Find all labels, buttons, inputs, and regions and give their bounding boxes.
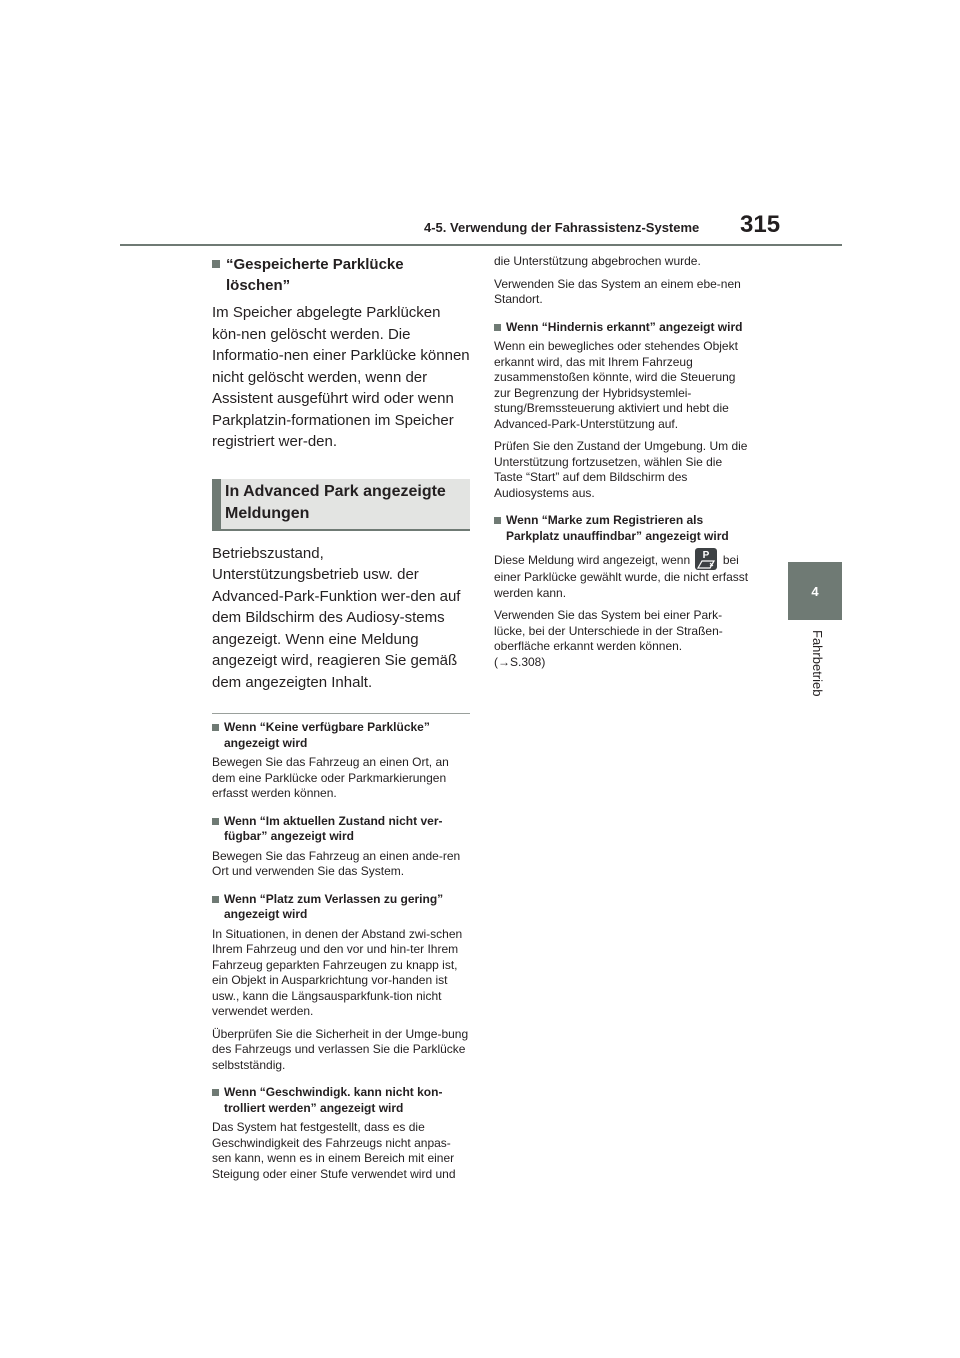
bullet-square-icon (494, 517, 501, 524)
bullet-square-icon (212, 260, 220, 268)
message-text: Verwenden Sie das System bei einer Park-lücke, bei der Unterschiede in der Straßen-oberfläche erkannt werden können. (→S.308) (494, 608, 723, 669)
header-rule (120, 244, 842, 246)
message-text: Diese Meldung wird angezeigt, wenn P bei einer Parklücke gewählt wurde, die nicht erfasst werden kann. (494, 550, 749, 600)
svg-text:P: P (703, 550, 710, 561)
message-heading: Wenn “Geschwindigk. kann nicht kon-trolliert werden” angezeigt wird (212, 1085, 470, 1116)
bullet-square-icon (212, 818, 219, 825)
message-text: Das System hat festgestellt, dass es die Geschwindigkeit des Fahrzeugs nicht anpas-sen kann, wenn es in einem Bereich mit einer Steigung oder einer Stufe verwendet wird und (212, 1120, 456, 1181)
message-heading: Wenn “Keine verfügbare Parklücke” angezeigt wird (212, 720, 470, 751)
message-item (494, 513, 750, 670)
message-text: In Situationen, in denen der Abstand zwi-schen Ihrem Fahrzeug und den vor und hin-ter Ihrem Fahrzeug geparkten Fahrzeugen zu knapp ist, ein Objekt in Ausparkrichtung vor-handen ist usw., kann die Längsausparkfunk-tion nicht verwendet werden. (212, 926, 463, 1018)
message-item (494, 320, 750, 502)
message-item (212, 814, 470, 880)
message-text: Verwenden Sie das System an einem ebe-nen Standort. (494, 276, 741, 306)
message-item (212, 1085, 470, 1182)
divider (212, 713, 470, 714)
bullet-square-icon (494, 324, 501, 331)
message-text: Wenn ein bewegliches oder stehendes Objekt erkannt wird, das mit Ihrem Fahrzeug zusammenstoßen könnte, wird die Steuerung zur Begrenzung der Hybridsystemlei-stung/Bremssteuerung aktiviert und hebt die Advanced-Park-Unterstützung auf. (494, 339, 738, 431)
section-banner: In Advanced Park angezeigte Meldungen (212, 479, 470, 531)
header-section-title: 4-5. Verwendung der Fahrassistenz-Systeme (424, 220, 700, 235)
right-column (494, 254, 750, 677)
page-reference: (→S.308) (494, 654, 546, 669)
message-text: Bewegen Sie das Fahrzeug an einen Ort, an dem eine Parklücke oder Parkmarkierungen erfasst werden können. (212, 755, 449, 800)
message-text: Prüfen Sie den Zustand der Umgebung. Um die Unterstützung fortzusetzen, wählen Sie die Taste “Start” auf dem Bildschirm des Audiosystems aus. (494, 439, 748, 500)
message-item (212, 720, 470, 802)
message-item (212, 892, 470, 1074)
chapter-number: 4 (811, 583, 819, 599)
heading-delete-saved-space: “Gespeicherte Parklücke löschen” (212, 254, 470, 296)
intro-paragraph: Betriebszustand, Unterstützungsbetrieb usw. der Advanced-Park-Funktion wer-den auf dem Bildschirm des Audiosy-stems angezeigt. Wenn eine Meldung angezeigt wird, reagieren Sie gemäß dem angezeigten Inhalt. (212, 544, 461, 691)
bullet-square-icon (212, 896, 219, 903)
message-heading: Wenn “Marke zum Registrieren als Parkplatz unauffindbar” angezeigt wird (494, 513, 750, 544)
bullet-square-icon (212, 724, 219, 731)
paragraph-delete-saved-space: Im Speicher abgelegte Parklücken kön-nen gelöscht werden. Die Informatio-nen einer Parklücke können nicht gelöscht werden, wenn der Assistent ausgeführt wird oder wenn Parkplatzin-formationen im Speicher registriert wer-den. (212, 304, 470, 450)
message-text: Überprüfen Sie die Sicherheit in der Umge-bung des Fahrzeugs und verlassen Sie die Parklücke selbstständig. (212, 1026, 469, 1072)
message-text: Bewegen Sie das Fahrzeug an einen ande-ren Ort und verwenden Sie das System. (212, 848, 461, 878)
page-number: 315 (740, 211, 781, 238)
left-column (212, 254, 470, 1189)
message-heading: Wenn “Hindernis erkannt” angezeigt wird (494, 320, 750, 336)
message-heading: Wenn “Im aktuellen Zustand nicht ver-fügbar” angezeigt wird (212, 814, 470, 845)
chapter-tab (788, 562, 842, 620)
message-heading: Wenn “Platz zum Verlassen zu gering” angezeigt wird (212, 892, 470, 923)
message-text: die Unterstützung abgebrochen wurde. (494, 254, 701, 268)
parking-register-icon (695, 548, 717, 570)
chapter-label: Fahrbetrieb (810, 630, 825, 697)
bullet-square-icon (212, 1089, 219, 1096)
